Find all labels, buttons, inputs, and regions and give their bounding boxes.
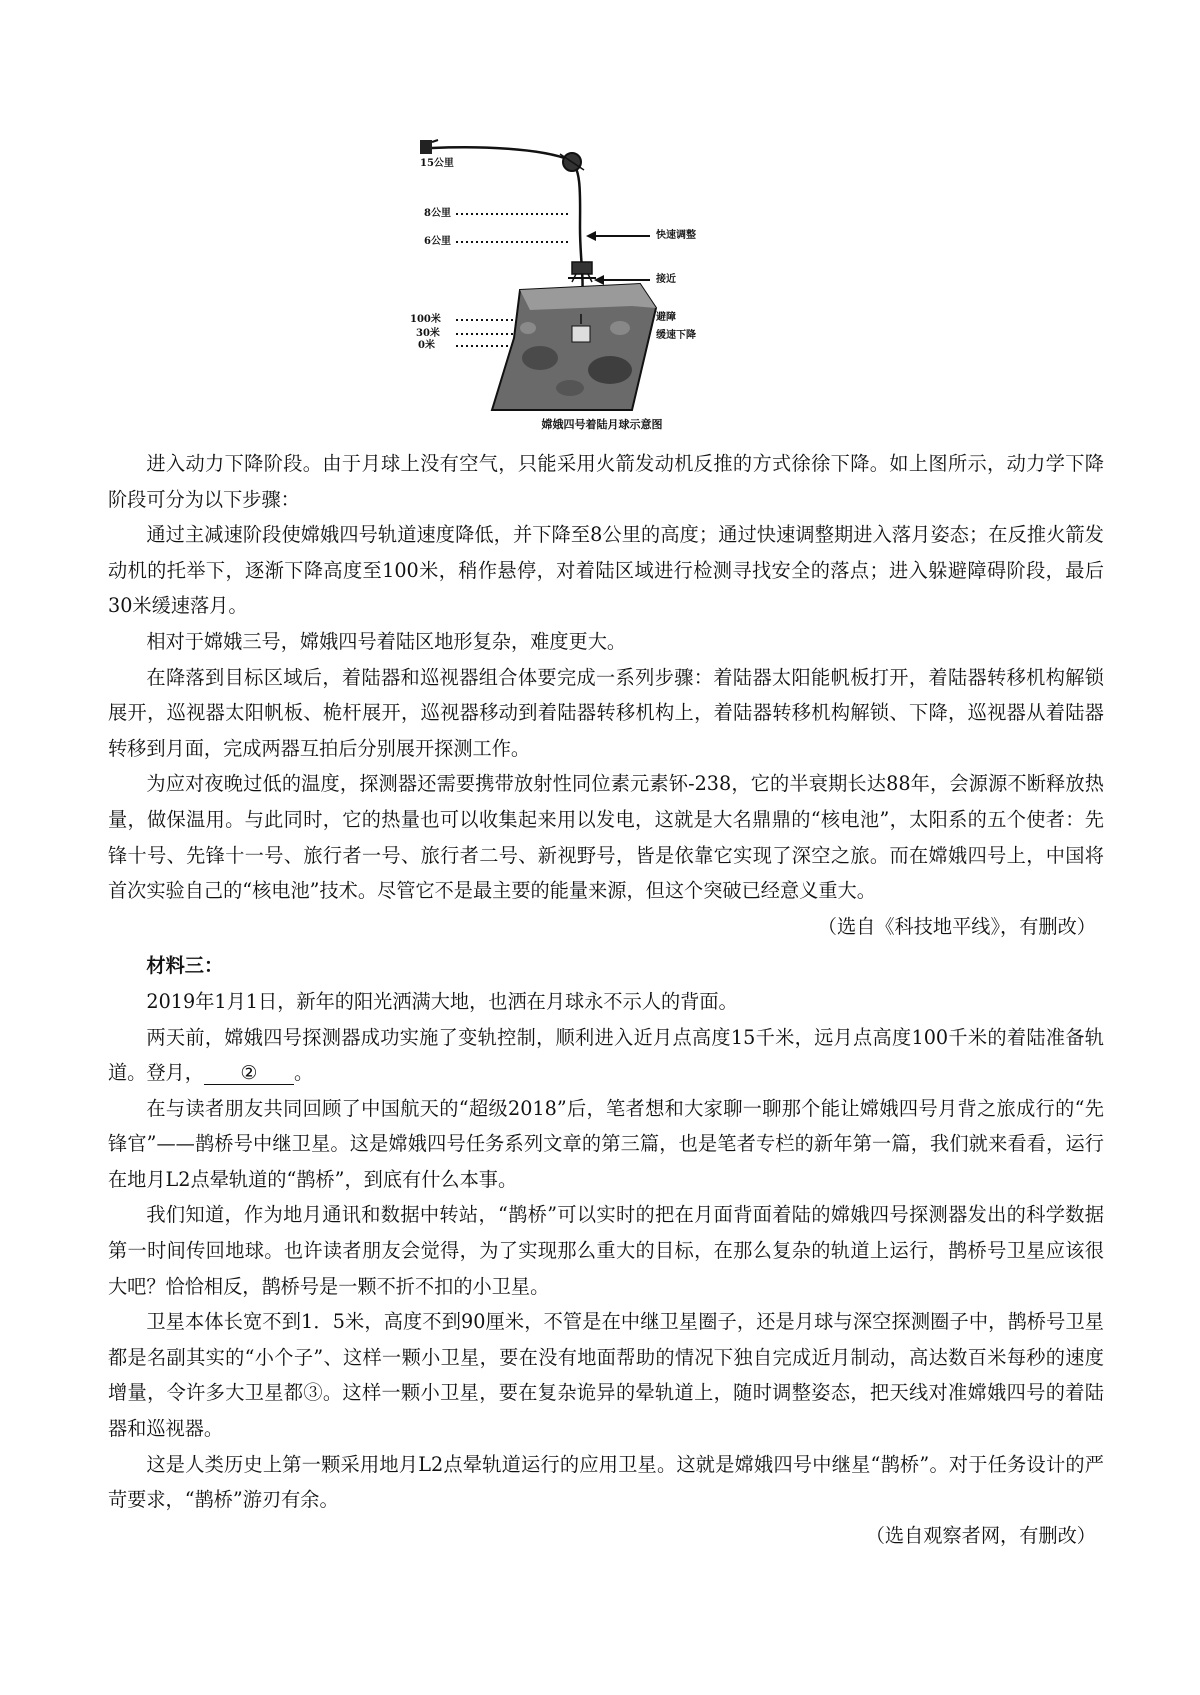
label-30m: 30米 [416,328,440,339]
label-approach: 接近 [656,274,676,285]
paragraph-9: 我们知道，作为地月通讯和数据中转站，“鹊桥”可以实时的把在月面背面着陆的嫦娥四号探测器发出的科学数据第一时间传回地球。也许读者朋友会觉得，为了实现那么重大的目标，在那么复杂的轨道上运行，鹊桥号卫星应该很大吧？恰恰相反，鹊桥号是一颗不折不扣的小卫星。 [108,1203,1104,1298]
probe-approach-icon [568,262,596,282]
lunar-surface-block [492,284,656,410]
probe-15km-icon [560,153,584,171]
article-body [108,446,1104,1553]
label-6km: 6公里 [424,236,451,247]
paragraph-10: 卫星本体长宽不到1．5米，高度不到90厘米，不管是在中继卫星圈子，还是月球与深空探测圈子中，鹊桥号卫星都是名副其实的“小个子”、这样一颗小卫星，要在没有地面帮助的情况下独自完成近月制动，高达数百米每秒的速度增量，令许多大卫星都③。这样一颗小卫星，要在复杂诡异的晕轨道上，随时调整姿态，把天线对准嫦娥四号的着陆器和巡视器。 [108,1310,1104,1441]
source-note-2: （选自观察者网，有删改） [865,1523,1096,1547]
landing-diagram [410,138,760,434]
paragraph-4: 在降落到目标区域后，着陆器和巡视器组合体要完成一系列步骤：着陆器太阳能帆板打开，着陆器转移机构解锁展开，巡视器太阳帆板、桅杆展开，巡视器移动到着陆器转移机构上，着陆器转移机构解锁、下降，巡视器从着陆器转移到月面，完成两器互拍后分别展开探测工作。 [108,665,1104,760]
paragraph-8: 在与读者朋友共同回顾了中国航天的“超级2018”后，笔者想和大家聊一聊那个能让嫦娥四号月背之旅成行的“先锋官”——鹊桥号中继卫星。这是嫦娥四号任务系列文章的第三篇，也是笔者专栏的新年第一篇，我们就来看看，运行在地月L2点晕轨道的“鹊桥”，到底有什么本事。 [108,1096,1104,1191]
paragraph-3: 相对于嫦娥三号，嫦娥四号着陆区地形复杂，难度更大。 [146,629,627,653]
source-note-1: （选自《科技地平线》，有删改） [817,914,1096,938]
fill-blank-2: ② [204,1062,294,1085]
label-slow-descent: 缓速下降 [656,330,696,341]
label-8km: 8公里 [424,208,451,219]
paragraph-5: 为应对夜晚过低的温度，探测器还需要携带放射性同位素元素钚-238，它的半衰期长达88年，会源源不断释放热量，做保温用。与此同时，它的热量也可以收集起来用以发电，这就是大名鼎鼎的“核电池”，太阳系的五个使者：先锋十号、先锋十一号、旅行者一号、旅行者二号、新视野号，皆是依靠它实现了深空之旅。而在嫦娥四号上，中国将首次实验自己的“核电池”技术。尽管它不是最主要的能量来源，但这个突破已经意义重大。 [108,772,1104,903]
label-100m: 100米 [410,314,441,325]
paragraph-1: 进入动力下降阶段。由于月球上没有空气，只能采用火箭发动机反推的方式徐徐下降。如上图所示，动力学下降阶段可分为以下步骤： [108,452,1104,511]
label-hover: 避障 [656,312,676,323]
trajectory-path [432,147,583,298]
figure-caption: 嫦娥四号着陆月球示意图 [541,418,663,431]
paragraph-6: 2019年1月1日，新年的阳光洒满大地，也洒在月球永不示人的背面。 [146,989,738,1013]
paragraph-7-end: 。 [293,1061,314,1085]
label-fast-adjust: 快速调整 [656,230,696,241]
material-three-heading: 材料三： [146,954,224,978]
paragraph-11: 这是人类历史上第一颗采用地月L2点晕轨道运行的应用卫星。这就是嫦娥四号中继星“鹊桥”。对于任务设计的严苛要求，“鹊桥”游刃有余。 [108,1452,1104,1512]
landing-diagram-graphic [420,138,760,434]
label-0m: 0米 [418,340,435,351]
paragraph-2: 通过主减速阶段使嫦娥四号轨道速度降低，并下降至8公里的高度；通过快速调整期进入落月姿态；在反推火箭发动机的托举下，逐渐下降高度至100米，稍作悬停，对着陆区域进行检测寻找安全的落点；进入躲避障碍阶段，最后30米缓速落月。 [108,523,1104,618]
paragraph-7 [108,1020,1104,1091]
paragraph-7-text: 两天前，嫦娥四号探测器成功实施了变轨控制，顺利进入近月点高度15千米，远月点高度100千米的着陆准备轨道。登月， [108,1025,1104,1085]
label-15km: 15公里 [420,158,454,169]
